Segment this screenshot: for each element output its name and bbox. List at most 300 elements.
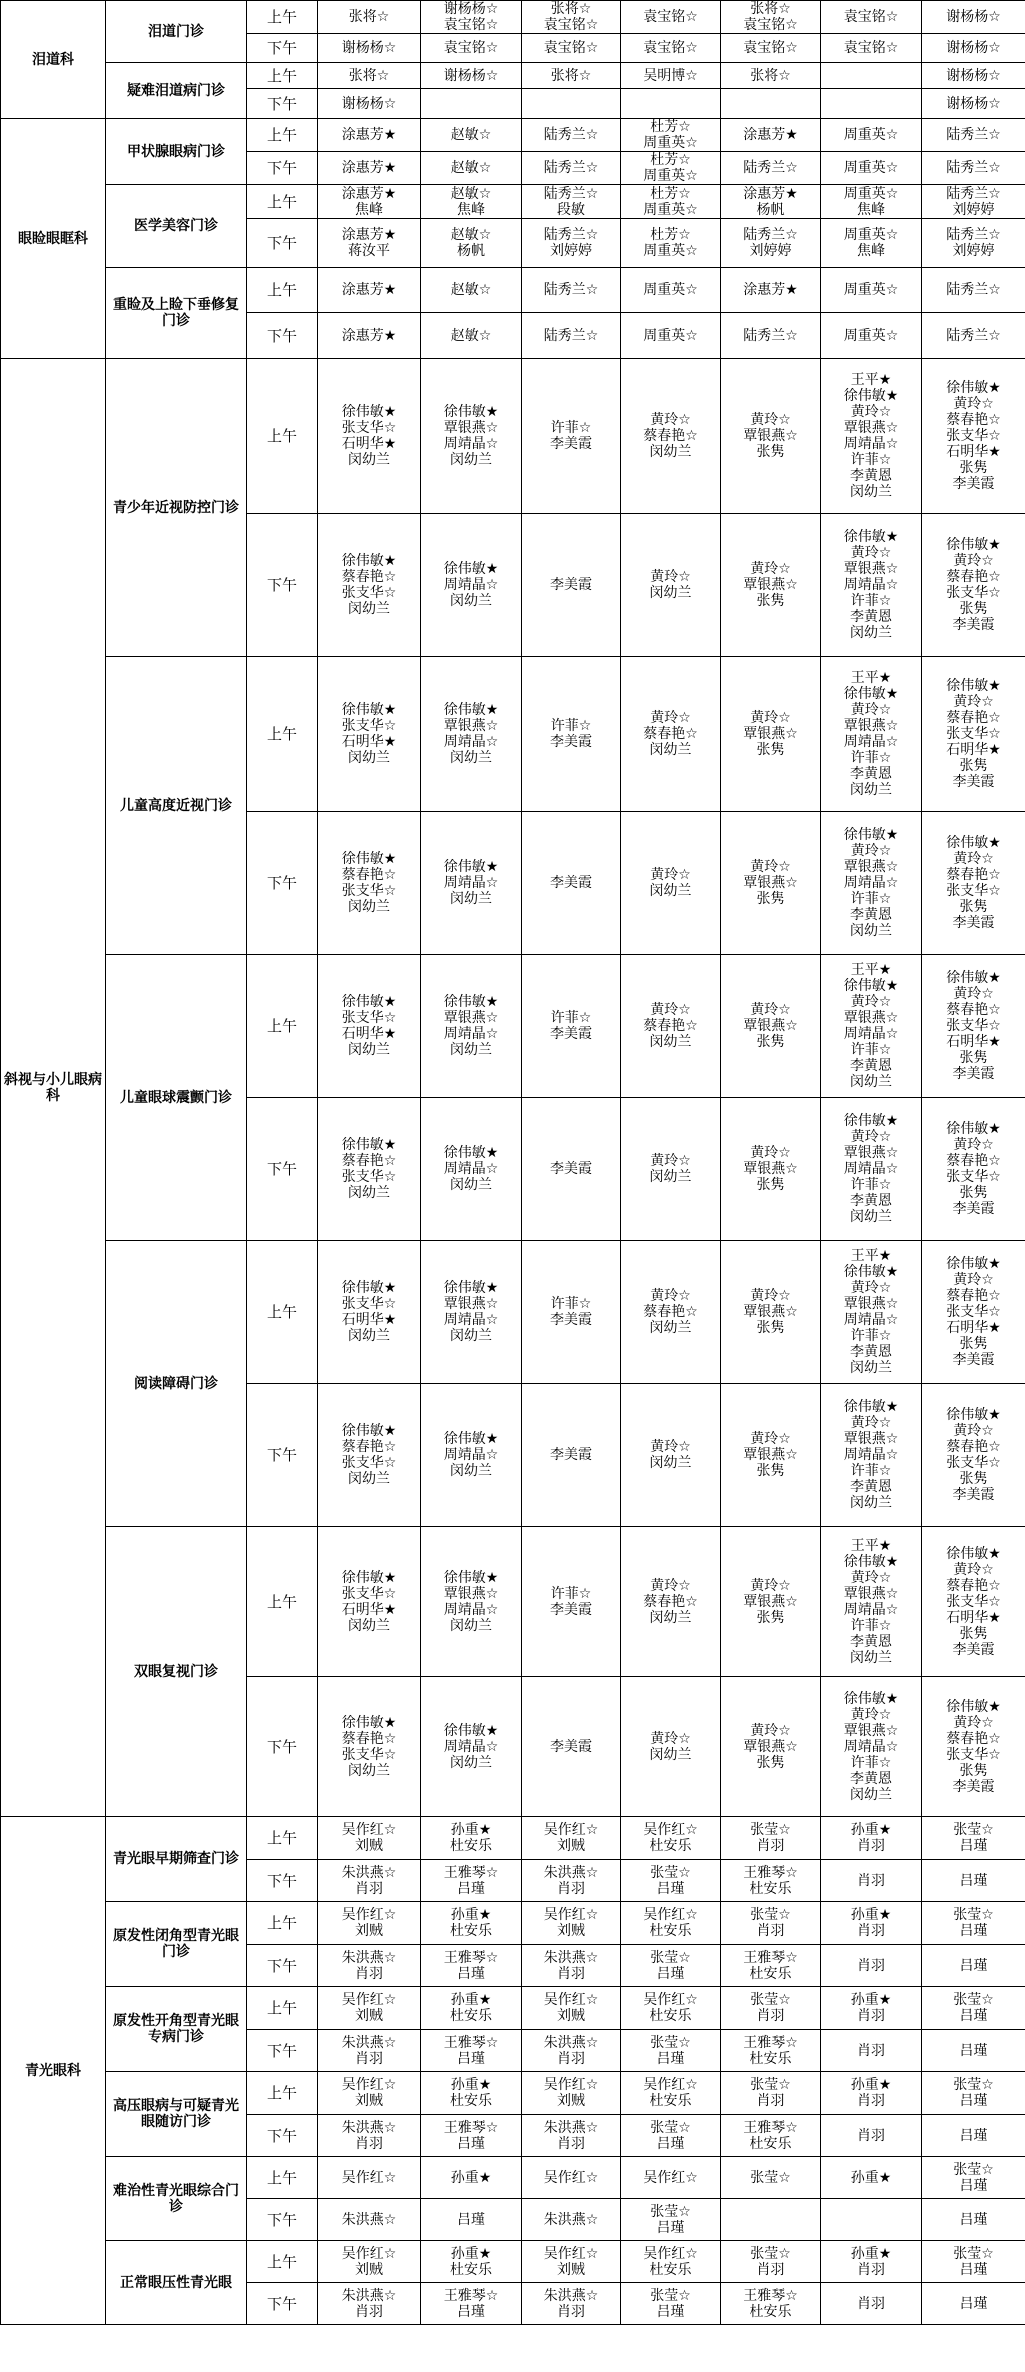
doctor-name: 徐伟敏★ — [443, 1722, 499, 1739]
doctor-name: 石明华★ — [341, 1312, 397, 1328]
doctor-name: 吕瑾 — [457, 2050, 485, 2067]
doctor-name: 徐伟敏★ — [341, 851, 397, 867]
schedule-cell — [922, 1527, 1025, 1677]
doctor-name: 许菲☆ — [850, 452, 892, 468]
schedule-cell — [721, 152, 821, 185]
schedule-cell — [922, 2115, 1025, 2157]
schedule-cell — [318, 313, 421, 359]
doctor-name: 石明华★ — [341, 436, 397, 452]
doctor-name: 李美霞 — [952, 1641, 995, 1658]
schedule-cell — [421, 2283, 522, 2325]
doctor-name: 吕瑾 — [959, 2295, 988, 2312]
doctor-name: 蔡春艳☆ — [643, 1304, 698, 1320]
doctor-name: 闵幼兰 — [850, 625, 892, 641]
doctor-name: 张支华☆ — [341, 1010, 397, 1026]
schedule-cell — [721, 1902, 821, 1945]
schedule-cell — [318, 2115, 421, 2157]
doctor-name: 张支华☆ — [946, 428, 1001, 444]
doctor-name: 张支华☆ — [341, 1296, 397, 1312]
doctor-name: 徐伟敏★ — [443, 1431, 499, 1447]
doctor-name: 孙重★ — [450, 1992, 492, 2008]
doctor-name: 闵幼兰 — [649, 1455, 692, 1471]
schedule-cell — [821, 1384, 922, 1527]
doctor-name: 焦峰 — [355, 201, 383, 218]
schedule-cell — [522, 1241, 621, 1384]
schedule-cell — [821, 1, 922, 34]
schedule-cell — [721, 34, 821, 63]
doctor-name: 黄玲☆ — [750, 1288, 791, 1304]
schedule-row — [1, 268, 1025, 313]
doctor-name: 肖羽 — [557, 2050, 585, 2067]
doctor-name: 周重英☆ — [643, 168, 698, 184]
doctor-name: 李黄恩 — [850, 609, 892, 625]
schedule-cell — [421, 2157, 522, 2199]
doctor-name: 闵幼兰 — [450, 1042, 492, 1058]
doctor-name: 张支华☆ — [946, 1304, 1001, 1320]
doctor-name: 闵幼兰 — [450, 1617, 492, 1634]
schedule-cell — [522, 1902, 621, 1945]
doctor-name: 陆秀兰☆ — [543, 160, 599, 176]
doctor-name: 谢杨杨☆ — [341, 40, 397, 56]
doctor-name: 周重英☆ — [643, 135, 698, 151]
doctor-name: 闵幼兰 — [850, 1360, 892, 1376]
doctor-name: 张将☆ — [550, 67, 592, 84]
doctor-name: 刘贼 — [557, 1838, 585, 1854]
doctor-name: 徐伟敏★ — [946, 678, 1001, 694]
doctor-name: 闵幼兰 — [649, 1034, 692, 1050]
schedule-cell — [522, 268, 621, 313]
session-label: 上午 — [247, 1817, 318, 1860]
doctor-name: 徐伟敏★ — [341, 702, 397, 718]
doctor-name: 张莹☆ — [650, 1949, 691, 1966]
schedule-cell — [318, 1987, 421, 2030]
session-label: 下午 — [247, 514, 318, 657]
schedule-cell — [318, 514, 421, 657]
schedule-cell — [621, 1945, 721, 1987]
schedule-cell — [318, 219, 421, 268]
doctor-name: 刘贼 — [355, 1838, 383, 1854]
doctor-name: 李美霞 — [550, 1601, 592, 1618]
schedule-cell — [421, 1, 522, 34]
doctor-name: 石明华★ — [946, 1034, 1001, 1050]
session-label: 下午 — [247, 1677, 318, 1817]
schedule-cell — [821, 1860, 922, 1902]
schedule-cell — [721, 2072, 821, 2115]
session-label: 下午 — [247, 2115, 318, 2157]
schedule-cell — [318, 1, 421, 34]
schedule-cell — [821, 955, 922, 1098]
doctor-name: 覃银燕☆ — [443, 1010, 499, 1026]
doctor-name: 吕瑾 — [656, 1880, 685, 1897]
doctor-name: 徐伟敏★ — [341, 1714, 397, 1731]
schedule-cell — [522, 2072, 621, 2115]
doctor-name: 闵幼兰 — [649, 742, 692, 758]
schedule-cell — [821, 119, 922, 152]
doctor-name: 刘婷婷 — [952, 243, 995, 259]
doctor-name: 闵幼兰 — [649, 444, 692, 460]
doctor-name: 许菲☆ — [850, 750, 892, 766]
doctor-name: 陆秀兰☆ — [743, 327, 798, 344]
schedule-cell — [522, 313, 621, 359]
clinic-name: 双眼复视门诊 — [106, 1527, 247, 1817]
schedule-cell — [721, 657, 821, 812]
session-label: 上午 — [247, 268, 318, 313]
doctor-name: 张支华☆ — [341, 1585, 397, 1602]
schedule-row — [1, 185, 1025, 219]
doctor-name: 杜安乐 — [450, 2093, 492, 2109]
session-label: 上午 — [247, 119, 318, 152]
doctor-name: 覃银燕☆ — [843, 561, 899, 577]
doctor-name: 石明华★ — [946, 444, 1001, 460]
schedule-cell — [318, 2241, 421, 2283]
doctor-name: 覃银燕☆ — [743, 1018, 798, 1034]
schedule-row — [1, 955, 1025, 1098]
doctor-name: 刘贼 — [557, 1923, 585, 1939]
schedule-cell — [922, 1817, 1025, 1860]
doctor-name: 覃银燕☆ — [743, 1161, 798, 1177]
doctor-name: 张隽 — [959, 1050, 988, 1066]
schedule-cell — [721, 1945, 821, 1987]
doctor-name: 闵幼兰 — [348, 452, 390, 468]
doctor-name: 周靖晶☆ — [843, 577, 899, 593]
doctor-name: 吕瑾 — [959, 2042, 988, 2059]
doctor-name: 吴作红☆ — [643, 1992, 698, 2008]
doctor-name: 涂惠芳★ — [743, 282, 798, 298]
doctor-name: 周靖晶☆ — [443, 1161, 499, 1177]
doctor-name: 肖羽 — [756, 1923, 785, 1939]
doctor-name: 吕瑾 — [457, 1965, 485, 1982]
schedule-cell — [922, 657, 1025, 812]
doctor-name: 徐伟敏★ — [946, 1407, 1001, 1423]
doctor-name: 王雅琴☆ — [443, 1864, 499, 1881]
schedule-cell — [621, 2241, 721, 2283]
doctor-name: 张莹☆ — [750, 2077, 791, 2093]
doctor-name: 李黄恩 — [850, 1479, 892, 1495]
doctor-name: 闵幼兰 — [348, 750, 390, 766]
session-label: 上午 — [247, 2241, 318, 2283]
doctor-name: 赵敏☆ — [450, 327, 492, 344]
doctor-name: 张支华☆ — [946, 883, 1001, 899]
doctor-name: 朱洪燕☆ — [341, 2119, 397, 2136]
schedule-cell — [821, 2030, 922, 2072]
doctor-name: 王雅琴☆ — [743, 2034, 798, 2051]
doctor-name: 焦峰 — [857, 243, 885, 259]
doctor-name: 周靖晶☆ — [443, 1601, 499, 1618]
schedule-cell — [922, 514, 1025, 657]
doctor-name: 徐伟敏★ — [843, 1264, 899, 1280]
doctor-name: 朱洪燕☆ — [543, 2287, 599, 2304]
doctor-name: 张隽 — [756, 444, 785, 460]
schedule-cell — [721, 313, 821, 359]
doctor-name: 徐伟敏★ — [341, 1137, 397, 1153]
doctor-name: 张支华☆ — [946, 1746, 1001, 1763]
schedule-cell — [318, 1945, 421, 1987]
doctor-name: 蔡春艳☆ — [946, 1577, 1001, 1594]
schedule-cell — [421, 1902, 522, 1945]
schedule-cell — [318, 2157, 421, 2199]
clinic-name: 难治性青光眼综合门诊 — [106, 2157, 247, 2241]
schedule-cell — [721, 2199, 821, 2241]
doctor-name: 涂惠芳★ — [743, 185, 798, 202]
doctor-name: 杜安乐 — [649, 2093, 692, 2109]
doctor-name: 吴作红☆ — [643, 2169, 698, 2186]
doctor-name: 黄玲☆ — [650, 1153, 691, 1169]
schedule-row — [1, 1987, 1025, 2030]
schedule-cell — [721, 89, 821, 119]
doctor-name: 周靖晶☆ — [443, 577, 499, 593]
doctor-name: 覃银燕☆ — [443, 1585, 499, 1602]
doctor-name: 石明华★ — [946, 1609, 1001, 1626]
doctor-name: 段敏 — [557, 201, 585, 218]
doctor-name: 王平★ — [850, 1537, 892, 1554]
doctor-name: 黄玲☆ — [750, 412, 791, 428]
schedule-cell — [522, 34, 621, 63]
doctor-name: 肖羽 — [557, 1965, 585, 1982]
doctor-name: 徐伟敏★ — [843, 686, 899, 702]
doctor-name: 周靖晶☆ — [843, 436, 899, 452]
doctor-name: 黄玲☆ — [650, 710, 691, 726]
doctor-name: 黄玲☆ — [650, 867, 691, 883]
doctor-name: 闵幼兰 — [450, 1463, 492, 1479]
doctor-name: 李黄恩 — [850, 1770, 892, 1787]
session-label: 下午 — [247, 152, 318, 185]
doctor-name: 涂惠芳★ — [341, 185, 397, 202]
doctor-name: 黄玲☆ — [650, 1288, 691, 1304]
doctor-name: 肖羽 — [355, 1880, 383, 1897]
doctor-name: 闵幼兰 — [450, 1328, 492, 1344]
doctor-name: 吕瑾 — [656, 2219, 685, 2236]
doctor-name: 赵敏☆ — [450, 227, 492, 243]
schedule-cell — [821, 2241, 922, 2283]
doctor-name: 徐伟敏★ — [443, 1145, 499, 1161]
doctor-name: 覃银燕☆ — [443, 420, 499, 436]
doctor-name: 闵幼兰 — [348, 1042, 390, 1058]
doctor-name: 孙重★ — [850, 1822, 892, 1838]
doctor-name: 徐伟敏★ — [946, 970, 1001, 986]
doctor-name: 袁宝铭☆ — [743, 40, 798, 56]
schedule-cell — [522, 2283, 621, 2325]
doctor-name: 黄玲☆ — [650, 1730, 691, 1747]
doctor-name: 徐伟敏★ — [443, 1280, 499, 1296]
doctor-name: 孙重★ — [850, 2169, 892, 2186]
clinic-name: 甲状腺眼病门诊 — [106, 119, 247, 185]
doctor-name: 张支华☆ — [341, 1746, 397, 1763]
doctor-name: 许菲☆ — [550, 1585, 592, 1602]
schedule-cell — [421, 2030, 522, 2072]
schedule-cell — [421, 34, 522, 63]
schedule-cell — [922, 1945, 1025, 1987]
doctor-name: 覃银燕☆ — [443, 1296, 499, 1312]
schedule-cell — [522, 1098, 621, 1241]
doctor-name: 张莹☆ — [953, 2161, 994, 2178]
doctor-name: 陆秀兰☆ — [543, 127, 599, 143]
doctor-name: 李美霞 — [550, 875, 592, 891]
doctor-name: 陆秀兰☆ — [946, 127, 1001, 143]
doctor-name: 张支华☆ — [341, 1169, 397, 1185]
doctor-name: 肖羽 — [557, 2303, 585, 2320]
doctor-name: 孙重★ — [450, 2245, 492, 2262]
doctor-name: 蔡春艳☆ — [643, 428, 698, 444]
schedule-cell — [421, 812, 522, 955]
doctor-name: 杜安乐 — [649, 1923, 692, 1939]
doctor-name: 张支华☆ — [946, 726, 1001, 742]
doctor-name: 覃银燕☆ — [843, 859, 899, 875]
schedule-cell — [421, 89, 522, 119]
doctor-name: 陆秀兰☆ — [946, 227, 1001, 243]
schedule-cell — [721, 1527, 821, 1677]
schedule-cell — [821, 34, 922, 63]
schedule-cell — [318, 1677, 421, 1817]
doctor-name: 许菲☆ — [850, 1042, 892, 1058]
doctor-name: 张隽 — [959, 460, 988, 476]
schedule-cell — [922, 63, 1025, 89]
schedule-cell — [821, 657, 922, 812]
doctor-name: 吕瑾 — [959, 2261, 988, 2278]
doctor-name: 闵幼兰 — [649, 1320, 692, 1336]
doctor-name: 黄玲☆ — [750, 561, 791, 577]
doctor-name: 李美霞 — [550, 1447, 592, 1463]
doctor-name: 吕瑾 — [656, 2135, 685, 2152]
doctor-name: 李美霞 — [952, 1778, 995, 1795]
doctor-name: 朱洪燕☆ — [543, 2211, 599, 2228]
doctor-name: 刘贼 — [355, 2261, 383, 2278]
schedule-cell — [522, 2199, 621, 2241]
schedule-cell — [421, 1241, 522, 1384]
doctor-name: 王平★ — [850, 1248, 892, 1264]
doctor-name: 王平★ — [850, 962, 892, 978]
doctor-name: 肖羽 — [756, 2261, 785, 2278]
schedule-cell — [821, 359, 922, 514]
doctor-name: 陆秀兰☆ — [543, 227, 599, 243]
doctor-name: 刘贼 — [355, 1923, 383, 1939]
schedule-cell — [318, 1098, 421, 1241]
doctor-name: 王雅琴☆ — [443, 2034, 499, 2051]
doctor-name: 闵幼兰 — [850, 1209, 892, 1225]
doctor-name: 袁宝铭☆ — [443, 40, 499, 56]
doctor-name: 涂惠芳★ — [341, 160, 397, 176]
clinic-name: 青少年近视防控门诊 — [106, 359, 247, 657]
doctor-name: 蔡春艳☆ — [946, 412, 1001, 428]
doctor-name: 黄玲☆ — [750, 1577, 791, 1594]
doctor-name: 吴作红☆ — [643, 1822, 698, 1838]
doctor-name: 黄玲☆ — [953, 1272, 994, 1288]
doctor-name: 张隽 — [959, 601, 988, 617]
doctor-name: 袁宝铭☆ — [843, 9, 899, 25]
doctor-name: 周重英☆ — [843, 127, 899, 143]
schedule-cell — [821, 268, 922, 313]
doctor-name: 孙重★ — [850, 2245, 892, 2262]
doctor-name: 吴作红☆ — [543, 1992, 599, 2008]
doctor-name: 袁宝铭☆ — [443, 17, 499, 33]
schedule-cell — [821, 2115, 922, 2157]
schedule-cell — [821, 2072, 922, 2115]
doctor-name: 张隽 — [959, 1762, 988, 1779]
doctor-name: 覃银燕☆ — [743, 577, 798, 593]
schedule-cell — [318, 1527, 421, 1677]
session-label: 上午 — [247, 1527, 318, 1677]
doctor-name: 杨帆 — [756, 201, 785, 218]
doctor-name: 张莹☆ — [953, 2077, 994, 2093]
doctor-name: 覃银燕☆ — [843, 1010, 899, 1026]
doctor-name: 蔡春艳☆ — [643, 1018, 698, 1034]
doctor-name: 陆秀兰☆ — [743, 160, 798, 176]
doctor-name: 覃银燕☆ — [743, 1738, 798, 1755]
doctor-name: 张莹☆ — [650, 1864, 691, 1881]
schedule-cell — [821, 514, 922, 657]
doctor-name: 徐伟敏★ — [946, 380, 1001, 396]
doctor-name: 徐伟敏★ — [843, 529, 899, 545]
doctor-name: 李黄恩 — [850, 907, 892, 923]
session-label: 下午 — [247, 2199, 318, 2241]
doctor-name: 涂惠芳★ — [341, 327, 397, 344]
clinic-name: 疑难泪道病门诊 — [106, 63, 247, 119]
doctor-name: 杜安乐 — [749, 2303, 792, 2320]
doctor-name: 闵幼兰 — [649, 883, 692, 899]
doctor-name: 赵敏☆ — [450, 185, 492, 202]
doctor-name: 覃银燕☆ — [743, 726, 798, 742]
schedule-cell — [522, 1527, 621, 1677]
doctor-name: 李美霞 — [550, 1161, 592, 1177]
doctor-name: 肖羽 — [857, 2261, 885, 2278]
schedule-cell — [621, 1, 721, 34]
schedule-cell — [621, 268, 721, 313]
schedule-cell — [421, 1384, 522, 1527]
schedule-cell — [522, 2115, 621, 2157]
doctor-name: 徐伟敏★ — [843, 1399, 899, 1415]
doctor-name: 杜安乐 — [649, 2008, 692, 2024]
clinic-name: 儿童高度近视门诊 — [106, 657, 247, 955]
schedule-cell — [421, 1817, 522, 1860]
doctor-name: 许菲☆ — [550, 420, 592, 436]
schedule-cell — [721, 1860, 821, 1902]
doctor-name: 张支华☆ — [946, 1018, 1001, 1034]
doctor-name: 谢杨杨☆ — [946, 67, 1001, 84]
doctor-name: 肖羽 — [756, 1838, 785, 1854]
doctor-name: 杜安乐 — [450, 2008, 492, 2024]
doctor-name: 蔡春艳☆ — [946, 1153, 1001, 1169]
doctor-name: 陆秀兰☆ — [543, 185, 599, 202]
doctor-name: 张莹☆ — [750, 2169, 791, 2186]
doctor-name: 许菲☆ — [850, 1754, 892, 1771]
doctor-name: 黄玲☆ — [650, 412, 691, 428]
schedule-cell — [721, 955, 821, 1098]
doctor-name: 吕瑾 — [959, 2211, 988, 2228]
doctor-name: 覃银燕☆ — [743, 428, 798, 444]
doctor-name: 闵幼兰 — [850, 782, 892, 798]
doctor-name: 石明华★ — [341, 1026, 397, 1042]
doctor-name: 周靖晶☆ — [443, 1312, 499, 1328]
doctor-name: 周靖晶☆ — [443, 734, 499, 750]
doctor-name: 张将☆ — [348, 67, 390, 84]
doctor-name: 覃银燕☆ — [743, 1593, 798, 1610]
doctor-name: 徐伟敏★ — [443, 404, 499, 420]
doctor-name: 肖羽 — [857, 2127, 885, 2144]
schedule-cell — [522, 514, 621, 657]
doctor-name: 张支华☆ — [341, 1455, 397, 1471]
schedule-cell — [621, 2283, 721, 2325]
doctor-name: 黄玲☆ — [650, 1439, 691, 1455]
schedule-row — [1, 2157, 1025, 2199]
schedule-cell — [821, 89, 922, 119]
doctor-name: 黄玲☆ — [850, 1569, 892, 1586]
session-label: 上午 — [247, 1987, 318, 2030]
doctor-name: 蔡春艳☆ — [946, 1730, 1001, 1747]
doctor-name: 张隽 — [959, 1336, 988, 1352]
schedule-cell — [621, 1817, 721, 1860]
session-label: 下午 — [247, 1384, 318, 1527]
doctor-name: 蔡春艳☆ — [946, 569, 1001, 585]
doctor-name: 许菲☆ — [850, 1177, 892, 1193]
